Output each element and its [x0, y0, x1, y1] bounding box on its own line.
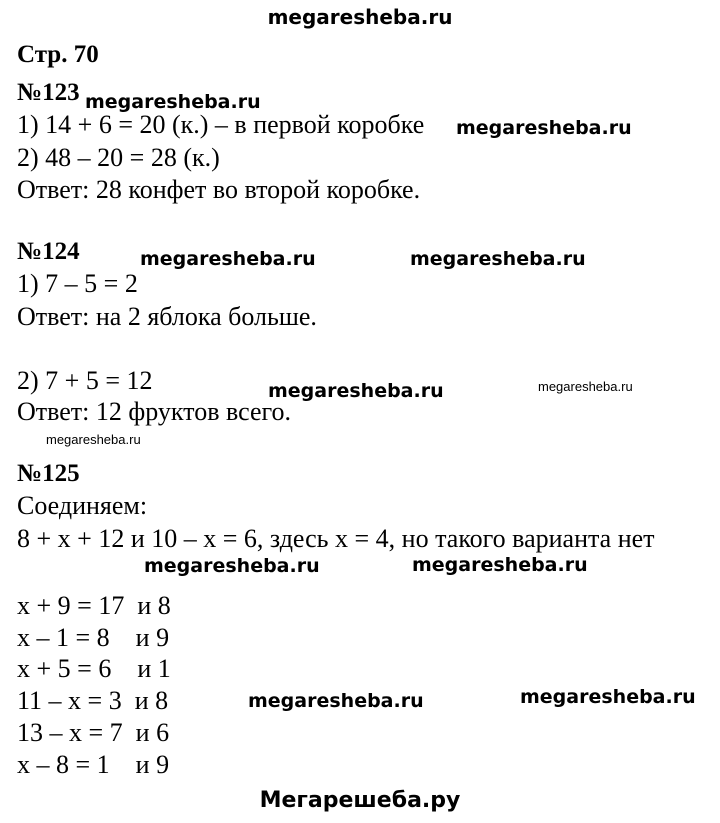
task-123-number: №123 — [17, 79, 80, 106]
task-124-answer-2: Ответ: 12 фруктов всего. — [17, 397, 292, 426]
task-123-answer: Ответ: 28 конфет во второй коробке. — [17, 175, 421, 204]
watermark: megaresheba.ru — [410, 248, 586, 270]
watermark: megaresheba.ru — [456, 117, 632, 139]
task-125-pair-6: x – 8 = 1 и 9 — [17, 750, 170, 779]
watermark: megaresheba.ru — [144, 555, 320, 577]
watermark-small: megaresheba.ru — [538, 379, 633, 394]
top-watermark: megaresheba.ru — [267, 5, 453, 29]
task-123-line-2: 2) 48 – 20 = 28 (к.) — [17, 143, 220, 172]
task-124-line-2: 2) 7 + 5 = 12 — [17, 366, 153, 395]
task-125-intro: Соединяем: — [17, 491, 148, 520]
watermark: megaresheba.ru — [85, 91, 261, 113]
watermark: megaresheba.ru — [268, 380, 444, 402]
task-125-number: №125 — [17, 460, 80, 487]
task-125-pair-4: 11 – x = 3 и 8 — [17, 686, 169, 715]
task-125-pair-1: x + 9 = 17 и 8 — [17, 591, 171, 620]
page-label: Стр. 70 — [17, 41, 99, 68]
task-125-pair-2: x – 1 = 8 и 9 — [17, 623, 170, 652]
task-125-pair-5: 13 – x = 7 и 6 — [17, 718, 170, 747]
task-123-line-1: 1) 14 + 6 = 20 (к.) – в первой коробке — [17, 110, 425, 139]
task-124-answer-1: Ответ: на 2 яблока больше. — [17, 302, 317, 331]
task-125-line-1: 8 + x + 12 и 10 – x = 6, здесь x = 4, но такого варианта нет — [17, 524, 655, 553]
watermark-small: megaresheba.ru — [46, 432, 141, 447]
watermark: megaresheba.ru — [520, 686, 696, 708]
bottom-watermark: Мегарешеба.ру — [259, 788, 461, 813]
watermark: megaresheba.ru — [412, 554, 588, 576]
task-124-number: №124 — [17, 238, 80, 265]
task-124-line-1: 1) 7 – 5 = 2 — [17, 269, 138, 298]
task-125-pair-3: x + 5 = 6 и 1 — [17, 654, 171, 683]
watermark: megaresheba.ru — [248, 690, 424, 712]
watermark: megaresheba.ru — [140, 248, 316, 270]
